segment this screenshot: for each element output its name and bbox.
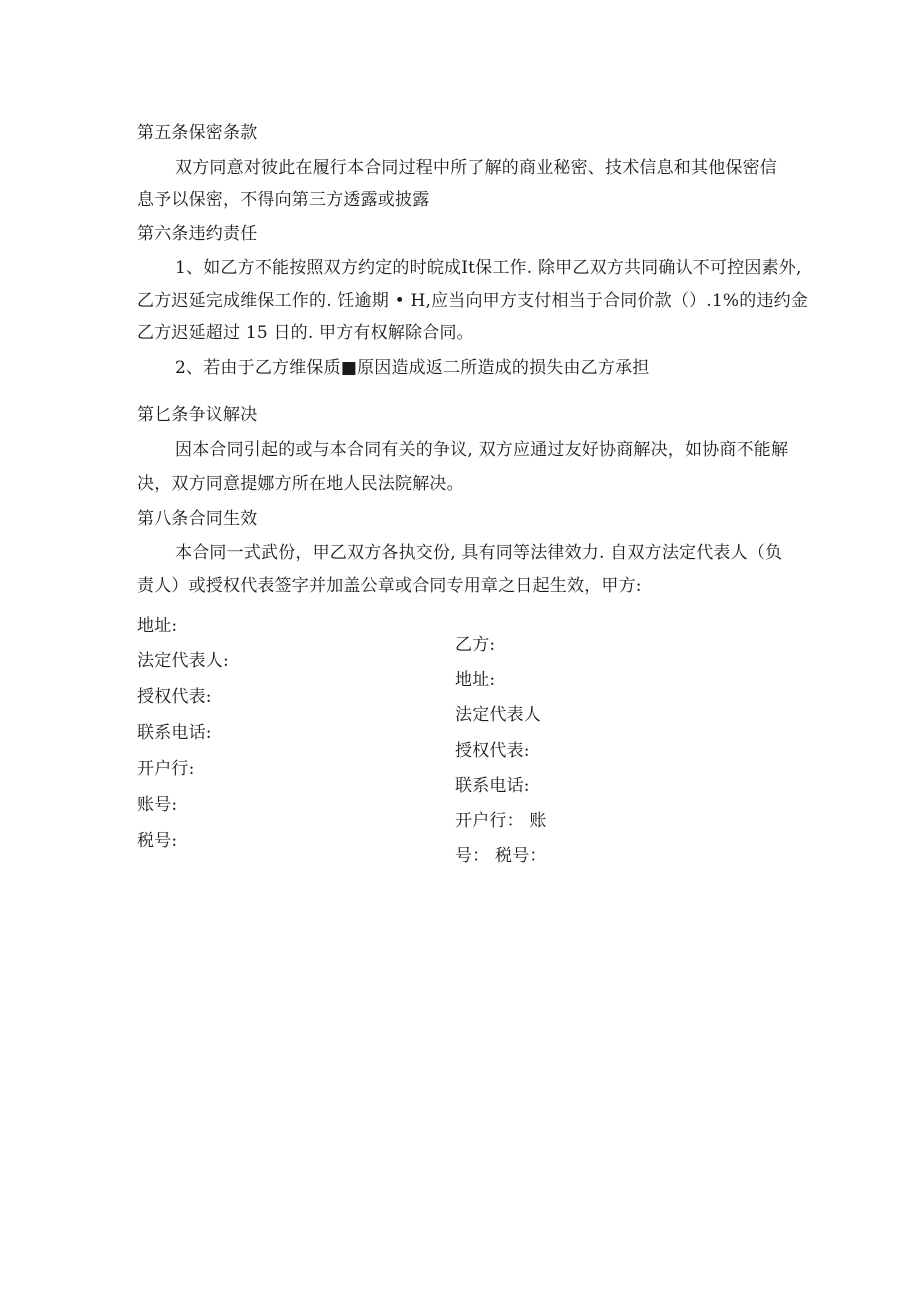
party-b-legal-rep: 法定代表人 [455,705,541,725]
party-a-authorized-rep: 授权代表: [137,687,212,707]
party-a-account: 账号: [137,795,178,815]
article6-item1-line-3: 乙方迟延超过 15 日的. 甲方有权解除合同。 [137,323,474,343]
article5-line-2: 息予以保密，不得向第三方透露或披露 [137,190,430,210]
party-a-phone: 联系电话: [137,723,212,743]
article8-title: 第八条合同生效 [137,509,258,529]
party-b-bank-account: 开户行： 账 [455,811,547,831]
article6-item2: 2、若由于乙方维保质■原因造成返二所造成的损失由乙方承担 [175,358,650,378]
article6-item1-line-2: 乙方迟延完成维保工作的. 饪逾期 • H,应当向甲方支付相当于合同价款（）.1%的违约金 [137,291,809,311]
article7-title: 第匕条争议解决 [137,405,258,425]
party-b-phone: 联系电话: [455,776,530,796]
article7-line-1: 因本合同引起的或与本合同有关的争议, 双方应通过友好协商解决，如协商不能解 [175,440,789,460]
party-b-label: 乙方: [455,635,496,655]
party-b-account-tax: 号： 税号： [455,846,547,866]
article5-line-1: 双方同意对彼此在履行本合同过程中所了解的商业秘密、技术信息和其他保密信 [175,158,777,178]
article7-line-2: 决，双方同意提娜方所在地人民法院解决。 [137,474,464,494]
article8-line-2: 责人）或授权代表签字并加盖公章或合同专用章之日起生效，甲方: [137,576,642,596]
party-a-legal-rep: 法定代表人: [137,651,229,671]
party-a-address: 地址: [137,616,178,636]
article6-title: 第六条违约责任 [137,224,258,244]
party-a-bank: 开户行: [137,759,195,779]
article6-item1-line-1: 1、如乙方不能按照双方约定的时皖成It保工作. 除甲乙双方共同确认不可控因素外, [175,258,802,278]
article8-line-1: 本合同一式武份，甲乙双方各执交份, 具有同等法律效力. 自双方法定代表人（负 [175,543,783,563]
article5-title: 第五条保密条款 [137,123,258,143]
party-b-address: 地址: [455,670,496,690]
party-b-authorized-rep: 授权代表: [455,741,530,761]
party-a-tax-id: 税号: [137,831,178,851]
